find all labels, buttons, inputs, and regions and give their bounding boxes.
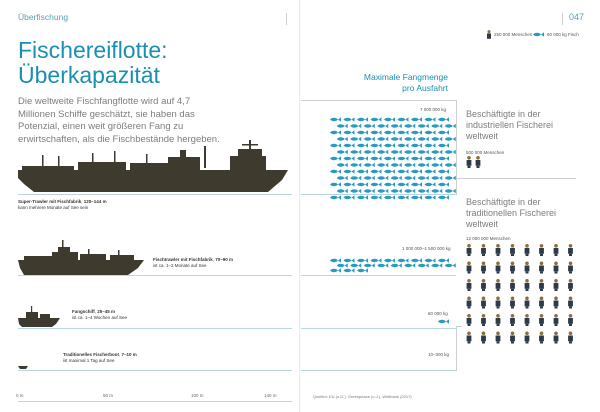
- person-icon: [539, 314, 544, 326]
- fish-icon: [330, 258, 341, 262]
- person-icon: [525, 244, 530, 256]
- title-line-1: Fischereiflotte:: [18, 37, 168, 63]
- fish-icon: [371, 182, 382, 186]
- catch-amount-super-trawler: 7 000 000 kg: [420, 107, 447, 112]
- fish-icon: [357, 268, 368, 272]
- person-icon: [510, 262, 515, 274]
- ship-name: Fischtrawler mit Fischfabrik: [153, 257, 213, 262]
- fish-icon: [350, 124, 361, 128]
- person-icon: [539, 297, 544, 309]
- person-icon: [510, 314, 515, 326]
- fish-icon: [377, 137, 388, 141]
- person-icon: [539, 262, 544, 274]
- catch-top-rule: [301, 100, 456, 101]
- fish-icon: [404, 124, 415, 128]
- fish-icon: [364, 163, 375, 167]
- fish-icon: [438, 130, 449, 134]
- fish-icon: [411, 169, 422, 173]
- catch-baseline-fischtrawler: [301, 275, 456, 276]
- fish-icon: [357, 117, 368, 121]
- fish-icon: [418, 124, 429, 128]
- fish-icon: [438, 156, 449, 160]
- fish-icon: [357, 258, 368, 262]
- fish-icon: [384, 156, 395, 160]
- traditional-employment-title: Beschäftigte in der traditionellen Fischerei weltweit: [466, 197, 557, 229]
- person-icon: [496, 279, 501, 291]
- fish-icon: [330, 268, 341, 272]
- fish-icon: [337, 263, 348, 267]
- fish-icon: [404, 189, 415, 193]
- fish-icon: [398, 182, 409, 186]
- fish-icon: [377, 263, 388, 267]
- length-axis-line: [18, 401, 292, 402]
- fish-icon: [330, 169, 341, 173]
- person-icon: [481, 279, 486, 291]
- fish-icon: [398, 130, 409, 134]
- ship-length: 7–10 m: [121, 352, 137, 357]
- person-icon: [554, 244, 559, 256]
- fish-icon: [371, 195, 382, 199]
- ship-baseline-fischtrawler: [18, 275, 292, 276]
- person-icon: [467, 279, 472, 291]
- fish-icon: [445, 150, 456, 154]
- fish-icon: [344, 156, 355, 160]
- industrial-bracket-line: [456, 100, 457, 195]
- ship-name: Traditionelles Fischerboot: [63, 352, 120, 357]
- fish-icon: [344, 169, 355, 173]
- intro-text: Die weltweite Fischfangflotte wird auf 4,7 Millionen Schiffe geschätzt, sie haben das Potenzial, einen weit größeren Fang zu erwirtschaften, als die Fischbestände hergeben.: [18, 96, 220, 145]
- person-icon: [496, 297, 501, 309]
- fish-icon: [384, 130, 395, 134]
- fish-icon: [350, 137, 361, 141]
- fish-icon: [364, 189, 375, 193]
- fish-icon: [371, 117, 382, 121]
- person-icon: [525, 297, 530, 309]
- fish-icon: [438, 182, 449, 186]
- ship-baseline-fangschiff: [18, 328, 292, 329]
- fish-icon: [384, 258, 395, 262]
- fish-icon: [398, 169, 409, 173]
- fish-icon: [330, 117, 341, 121]
- fish-icon: [330, 195, 341, 199]
- fish-icon: [404, 176, 415, 180]
- fish-icon: [330, 143, 341, 147]
- fish-legend-label: 60 000 kg Fisch: [547, 32, 579, 37]
- fish-icon: [350, 189, 361, 193]
- ship-sea-time: kann mehrere Monate auf See sein: [18, 205, 89, 210]
- catch-amount-fangschiff: 60 000 kg: [428, 311, 448, 316]
- industrial-employment-title: Beschäftigte in der industriellen Fischerei weltweit: [466, 109, 554, 141]
- fish-icon: [357, 130, 368, 134]
- fish-icon: [364, 124, 375, 128]
- catch-baseline-fangschiff: [301, 328, 456, 329]
- person-icon: [510, 244, 515, 256]
- fish-icon: [418, 150, 429, 154]
- fish-icon: [330, 182, 341, 186]
- person-icon: [525, 262, 530, 274]
- fish-icon: [438, 169, 449, 173]
- fish-icon: [404, 150, 415, 154]
- person-icon: [525, 332, 530, 344]
- fish-icon: [438, 143, 449, 147]
- catch-amount-fischerboot: 10–300 kg: [428, 352, 450, 357]
- person-icon: [496, 262, 501, 274]
- person-icon: [554, 262, 559, 274]
- fish-icon: [431, 189, 442, 193]
- fish-icon: [330, 130, 341, 134]
- fish-icon: [398, 258, 409, 262]
- fish-icon: [425, 169, 436, 173]
- person-icon: [568, 244, 573, 256]
- person-icon: [467, 297, 472, 309]
- ship-length: 120–144 m: [83, 199, 107, 204]
- person-icon: [481, 332, 486, 344]
- person-icon: [554, 297, 559, 309]
- ship-sea-time: ist ca. 1–2 Monate auf See: [153, 263, 207, 268]
- fish-icon: [344, 143, 355, 147]
- person-icon: [481, 297, 486, 309]
- fish-icon: [357, 169, 368, 173]
- fish-icon: [377, 189, 388, 193]
- fish-icon: [357, 156, 368, 160]
- person-icon: [539, 244, 544, 256]
- fish-icon: [411, 195, 422, 199]
- fish-icon: [330, 156, 341, 160]
- fish-icon: [364, 263, 375, 267]
- axis-tick-100: 100 m: [191, 393, 204, 398]
- section-title: Überfischung: [18, 12, 69, 22]
- traditional-bracket-line: [456, 326, 457, 371]
- person-icon: [554, 279, 559, 291]
- fish-icon: [404, 137, 415, 141]
- fish-icon: [344, 268, 355, 272]
- fish-icon: [357, 182, 368, 186]
- fish-icon: [425, 130, 436, 134]
- fish-icon: [371, 130, 382, 134]
- fish-icon: [438, 258, 449, 262]
- person-icon: [510, 332, 515, 344]
- fish-grid-fischtrawler: [330, 258, 456, 272]
- ship-caption-fischtrawler: Fischtrawler mit Fischfabrik, 70–90 m ist ca. 1–2 Monate auf See: [153, 257, 234, 268]
- ship-sea-time: ist ca. 1–4 Wochen auf See: [72, 315, 127, 320]
- fish-icon: [445, 163, 456, 167]
- person-icon: [525, 314, 530, 326]
- fischtrawler-ship: [18, 240, 146, 276]
- page-spine: [299, 0, 301, 412]
- super-trawler-ship: [18, 140, 290, 194]
- person-icon: [467, 314, 472, 326]
- fish-icon: [445, 137, 456, 141]
- axis-tick-50: 50 m: [103, 393, 114, 398]
- person-icon: [554, 332, 559, 344]
- fish-icon: [398, 195, 409, 199]
- industrial-bracket-bottom: [456, 178, 576, 179]
- ship-baseline-fischerboot: [18, 370, 292, 371]
- fish-icon: [384, 117, 395, 121]
- fish-icon: [391, 124, 402, 128]
- person-icon: [481, 244, 486, 256]
- fish-icon: [438, 117, 449, 121]
- fish-icon: [418, 176, 429, 180]
- fish-icon: [431, 124, 442, 128]
- catch-amount-fischtrawler: 1 000 000–1 500 000 kg: [402, 246, 451, 251]
- fish-icon: [418, 137, 429, 141]
- ship-name: Super-Trawler mit Fischfabrik: [18, 199, 82, 204]
- fish-icon: [391, 189, 402, 193]
- fish-icon: [377, 124, 388, 128]
- fish-icon: [344, 117, 355, 121]
- people-legend-icon: [486, 30, 492, 39]
- fish-icon: [357, 143, 368, 147]
- fish-icon: [384, 195, 395, 199]
- fish-icon: [371, 156, 382, 160]
- catch-baseline-super-trawler: [301, 194, 456, 195]
- fish-icon: [411, 258, 422, 262]
- ship-length: 25–45 m: [97, 309, 116, 314]
- title-line-2: Überkapazität: [18, 62, 160, 88]
- ship-caption-fischerboot: Traditionelles Fischerboot, 7–10 m ist maximal 1 Tag auf See: [63, 352, 137, 363]
- traditional-employment-count: 12 000 000 Menschen: [466, 236, 511, 241]
- fish-icon: [431, 150, 442, 154]
- fish-icon: [431, 176, 442, 180]
- fish-icon: [425, 258, 436, 262]
- fish-icon: [404, 263, 415, 267]
- page-title: [18, 38, 168, 88]
- fish-icon: [384, 182, 395, 186]
- axis-tick-0: 0 m: [16, 393, 24, 398]
- person-icon: [539, 279, 544, 291]
- fish-icon: [384, 169, 395, 173]
- fish-icon: [350, 263, 361, 267]
- person-icon: [467, 262, 472, 274]
- fish-icon: [418, 189, 429, 193]
- person-icon: [510, 279, 515, 291]
- fish-icon: [431, 137, 442, 141]
- people-grid-traditional: [466, 244, 592, 390]
- ship-caption-super-trawler: Super-Trawler mit Fischfabrik, 120–144 m kann mehrere Monate auf See sein: [18, 199, 107, 210]
- person-icon: [568, 262, 573, 274]
- fish-icon: [418, 263, 429, 267]
- ship-baseline-super-trawler: [18, 194, 292, 195]
- ship-length: 70–90 m: [215, 257, 234, 262]
- person-icon: [568, 332, 573, 344]
- fish-icon: [350, 150, 361, 154]
- fish-icon: [425, 143, 436, 147]
- fish-icon: [411, 182, 422, 186]
- fish-icon: [425, 156, 436, 160]
- header-divider-right: [562, 13, 563, 25]
- fish-icon: [431, 263, 442, 267]
- page-number: 047: [569, 12, 585, 22]
- fish-icon: [337, 124, 348, 128]
- fish-icon: [371, 258, 382, 262]
- sources-note: Quellen: EU (o.D.), Greenpeace (o.J.), Weltbank (2017): [313, 394, 412, 399]
- fish-icon: [411, 130, 422, 134]
- fish-icon: [411, 156, 422, 160]
- fish-icon: [337, 189, 348, 193]
- fish-icon: [357, 195, 368, 199]
- fish-grid-super-trawler: [330, 117, 456, 177]
- fish-icon: [391, 163, 402, 167]
- fish-icon: [391, 137, 402, 141]
- person-icon: [496, 332, 501, 344]
- fish-icon: [364, 150, 375, 154]
- fish-icon: [391, 150, 402, 154]
- fish-icon: [344, 182, 355, 186]
- fish-icon: [337, 163, 348, 167]
- fish-icon: [391, 176, 402, 180]
- person-icon: [568, 314, 573, 326]
- fish-icon: [425, 182, 436, 186]
- person-icon: [568, 297, 573, 309]
- person-icon: [568, 279, 573, 291]
- fish-icon: [364, 176, 375, 180]
- fish-icon: [425, 195, 436, 199]
- person-icon: [467, 156, 472, 168]
- fish-icon: [377, 150, 388, 154]
- header-divider-left: [286, 13, 287, 25]
- fish-icon: [411, 117, 422, 121]
- fish-icon: [364, 137, 375, 141]
- axis-tick-140: 140 m: [264, 393, 277, 398]
- person-icon: [467, 244, 472, 256]
- fish-icon: [398, 156, 409, 160]
- fish-icon: [445, 189, 456, 193]
- fish-icon: [398, 143, 409, 147]
- fish-icon: [344, 195, 355, 199]
- fish-icon: [337, 150, 348, 154]
- fish-icon: [445, 263, 456, 267]
- person-icon: [481, 314, 486, 326]
- fish-icon: [337, 137, 348, 141]
- fish-icon: [350, 176, 361, 180]
- catch-title: Maximale Fangmenge pro Ausfahrt: [363, 72, 448, 93]
- fish-icon: [337, 176, 348, 180]
- fish-icon: [377, 176, 388, 180]
- traditional-bracket-top: [456, 326, 462, 327]
- fish-icon: [398, 117, 409, 121]
- fish-grid-fangschiff: [438, 319, 452, 326]
- fish-icon: [425, 117, 436, 121]
- people-legend-label: 250 000 Menschen: [494, 32, 533, 37]
- catch-baseline-fischerboot: [301, 370, 456, 371]
- fish-icon: [431, 163, 442, 167]
- ship-sea-time: ist maximal 1 Tag auf See: [63, 358, 115, 363]
- person-icon: [539, 332, 544, 344]
- fish-icon: [438, 319, 449, 323]
- fish-icon: [344, 258, 355, 262]
- industrial-employment-count: 500 000 Menschen: [466, 150, 505, 155]
- fish-icon: [445, 176, 456, 180]
- fish-icon: [350, 163, 361, 167]
- ship-name: Fangschiff: [72, 309, 95, 314]
- fish-icon: [411, 143, 422, 147]
- people-grid-industrial: [466, 156, 506, 172]
- person-icon: [554, 314, 559, 326]
- fish-icon: [391, 263, 402, 267]
- fish-icon: [418, 163, 429, 167]
- person-icon: [496, 314, 501, 326]
- person-icon: [510, 297, 515, 309]
- fangschiff-ship: [18, 306, 60, 328]
- fish-icon: [377, 163, 388, 167]
- ship-caption-fangschiff: Fangschiff, 25–45 m ist ca. 1–4 Wochen auf See: [72, 309, 127, 320]
- fish-icon: [371, 143, 382, 147]
- person-icon: [496, 244, 501, 256]
- fish-icon: [404, 163, 415, 167]
- fish-icon: [371, 169, 382, 173]
- fish-legend-icon: [532, 32, 544, 37]
- fish-icon: [344, 130, 355, 134]
- fish-icon: [445, 124, 456, 128]
- fish-icon: [384, 143, 395, 147]
- person-icon: [481, 262, 486, 274]
- person-icon: [467, 332, 472, 344]
- person-icon: [525, 279, 530, 291]
- person-icon: [476, 156, 481, 168]
- fish-icon: [438, 195, 449, 199]
